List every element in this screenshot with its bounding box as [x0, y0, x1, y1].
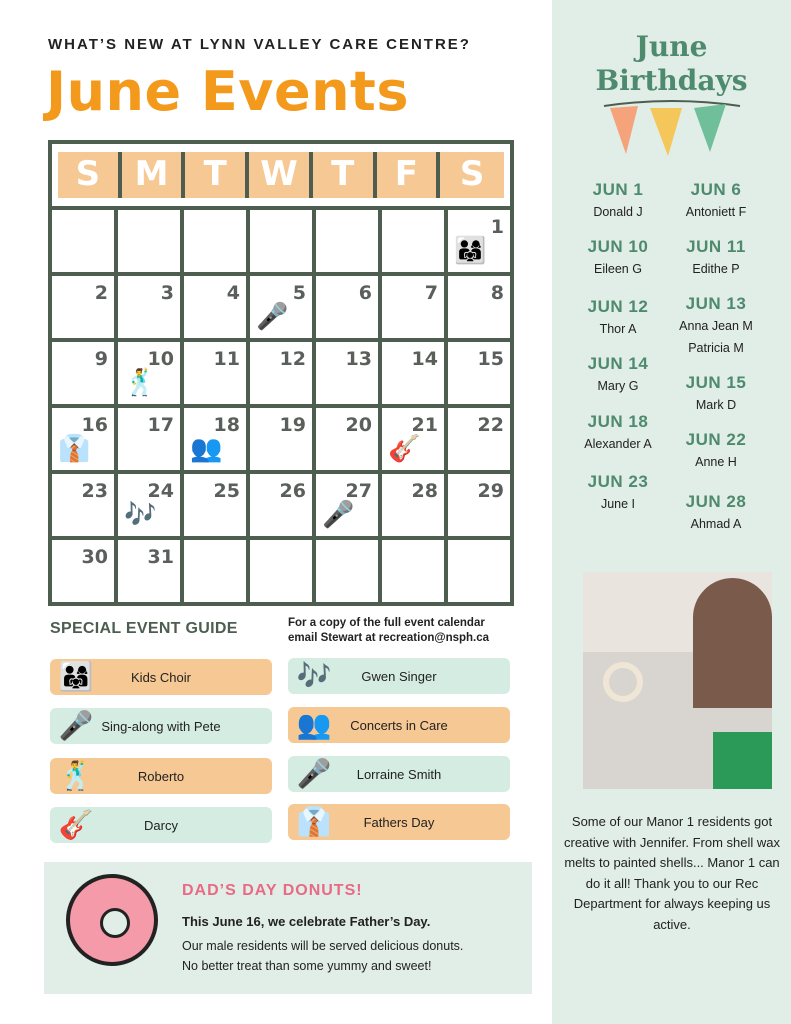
birthday-date: JUN 11: [686, 237, 746, 256]
day-number: 24: [147, 480, 174, 502]
day-number: 12: [279, 348, 306, 370]
day-number: 19: [279, 414, 306, 436]
calendar-day-cell: [448, 540, 510, 602]
birthdays-title-line1: June: [635, 30, 708, 63]
day-number: 23: [81, 480, 108, 502]
birthday-name: Thor A: [599, 322, 637, 336]
guide-item-label: Sing-along with Pete: [101, 718, 221, 734]
guide-item-label: Gwen Singer: [361, 668, 437, 684]
calendar-day-cell: [382, 210, 444, 272]
page-title: June Events: [46, 60, 410, 123]
day-number: 5: [292, 282, 306, 304]
calendar-day-cell: [184, 540, 246, 602]
calendar-day-cell: [52, 276, 114, 338]
calendar-day-cell: [184, 342, 246, 404]
calendar-day-cell: [184, 210, 246, 272]
day-number: 3: [160, 282, 174, 304]
weekday-label: M: [122, 152, 186, 198]
singer-icon: 🕺: [124, 367, 157, 397]
calendar-day-cell: [118, 408, 180, 470]
birthday-name: Donald J: [593, 205, 643, 219]
calendar-day-cell: [250, 540, 312, 602]
calendar-day-cell: [52, 408, 114, 470]
birthday-entry: [568, 354, 668, 396]
fathers-day-icon: 👔: [58, 433, 91, 463]
donuts-description: [182, 936, 522, 976]
calendar-day-cell: [250, 342, 312, 404]
guitarist-icon: 🎸: [388, 433, 421, 463]
calendar-day-cell: [250, 276, 312, 338]
birthday-date: JUN 13: [685, 294, 747, 313]
birthday-date: JUN 23: [587, 472, 649, 491]
day-number: 18: [213, 414, 240, 436]
donut-icon: [66, 874, 158, 966]
calendar-day-cell: [382, 540, 444, 602]
day-number: 13: [345, 348, 372, 370]
birthday-name: Alexander A: [584, 437, 652, 451]
birthday-name: Eileen G: [594, 262, 642, 276]
calendar-day-cell: [382, 408, 444, 470]
event-calendar: [48, 140, 514, 606]
calendar-day-cell: [316, 474, 378, 536]
page-subtitle: WHAT’S NEW AT LYNN VALLEY CARE CENTRE?: [48, 36, 471, 53]
calendar-day-cell: [118, 474, 180, 536]
birthday-name: Anne H: [695, 455, 737, 469]
fathers-day-icon: 👔: [296, 805, 332, 837]
day-number: 2: [94, 282, 108, 304]
calendar-day-cell: [118, 342, 180, 404]
calendar-day-cell: [316, 408, 378, 470]
calendar-day-cell: [184, 408, 246, 470]
calendar-copy-note: [288, 616, 489, 646]
birthday-date: JUN 6: [690, 180, 742, 199]
guide-item-concerts-in-care: [288, 707, 510, 743]
day-number: 16: [81, 414, 108, 436]
day-number: 14: [411, 348, 438, 370]
copy-note-line2: email Stewart at recreation@nsph.ca: [288, 632, 490, 644]
birthday-entry: [568, 412, 668, 454]
day-number: 7: [424, 282, 438, 304]
calendar-day-cell: [52, 342, 114, 404]
day-number: 17: [147, 414, 174, 436]
birthday-entry: [568, 472, 668, 514]
birthday-name: June I: [600, 497, 636, 511]
day-number: 22: [477, 414, 504, 436]
bunting-icon: [602, 100, 742, 160]
birthday-entry: [666, 294, 766, 358]
day-number: 10: [147, 348, 174, 370]
concert-icon: 👥: [190, 433, 223, 463]
birthday-entry: [666, 373, 766, 415]
birthday-name: Mark D: [695, 398, 737, 412]
calendar-day-cell: [184, 474, 246, 536]
guide-item-label: Kids Choir: [131, 669, 191, 685]
day-number: 1: [490, 216, 504, 238]
calendar-day-cell: [316, 210, 378, 272]
calendar-day-cell: [382, 342, 444, 404]
guide-item-fathers-day: [288, 804, 510, 840]
guide-item-label: Roberto: [137, 768, 185, 784]
calendar-day-cell: [448, 474, 510, 536]
day-number: 8: [490, 282, 504, 304]
microphone-icon: 🎤: [322, 499, 355, 529]
calendar-day-cell: [448, 408, 510, 470]
day-number: 25: [213, 480, 240, 502]
birthday-date: JUN 14: [587, 354, 649, 373]
birthday-entry: [666, 237, 766, 279]
birthdays-title-line2: Birthdays: [595, 64, 748, 97]
concert-icon: 👥: [296, 708, 332, 740]
birthday-date: JUN 28: [685, 492, 747, 511]
guide-item-roberto: [50, 758, 272, 794]
guide-item-label: Lorraine Smith: [356, 766, 442, 782]
calendar-day-cell: [118, 540, 180, 602]
day-number: 9: [94, 348, 108, 370]
birthday-date: JUN 18: [587, 412, 649, 431]
guide-item-label: Fathers Day: [363, 814, 435, 830]
birthday-date: JUN 1: [592, 180, 644, 199]
birthday-entry: [666, 180, 766, 222]
singer-icon: 🕺: [58, 759, 94, 791]
weekday-label: S: [440, 152, 504, 198]
day-number: 28: [411, 480, 438, 502]
donuts-title: DAD’S DAY DONUTS!: [182, 882, 363, 899]
birthday-date: JUN 22: [685, 430, 747, 449]
choir-icon: 👨‍👩‍👧: [58, 660, 94, 692]
microphone-icon: 🎤: [58, 709, 94, 741]
birthday-name: Edithe P: [692, 262, 740, 276]
copy-note-line1: For a copy of the full event calendar: [288, 617, 485, 629]
day-number: 30: [81, 546, 108, 568]
music-notes-icon: 🎶: [124, 499, 157, 529]
calendar-day-cell: [52, 474, 114, 536]
calendar-day-cell: [382, 276, 444, 338]
event-guide-title: SPECIAL EVENT GUIDE: [50, 620, 238, 637]
calendar-day-cell: [316, 276, 378, 338]
day-number: 27: [345, 480, 372, 502]
birthday-name: Antoniett F: [685, 205, 747, 219]
birthday-entry: [568, 297, 668, 339]
microphone-icon: 🎤: [256, 301, 289, 331]
day-number: 15: [477, 348, 504, 370]
microphone-icon: 🎤: [296, 757, 332, 789]
dads-day-donuts-box: [44, 862, 532, 994]
birthday-date: JUN 15: [685, 373, 747, 392]
guide-item-label: Concerts in Care: [350, 717, 448, 733]
calendar-day-cell: [448, 342, 510, 404]
birthday-entry: [568, 237, 668, 279]
weekday-label: F: [377, 152, 441, 198]
calendar-day-cell: [448, 276, 510, 338]
calendar-day-cell: [118, 210, 180, 272]
donuts-line1: This June 16, we celebrate Father’s Day.: [182, 914, 431, 929]
music-notes-icon: 🎶: [296, 659, 332, 691]
guitarist-icon: 🎸: [58, 808, 94, 840]
birthday-name: Mary G: [597, 379, 639, 393]
day-number: 29: [477, 480, 504, 502]
weekday-label: W: [249, 152, 313, 198]
day-number: 26: [279, 480, 306, 502]
calendar-day-cell: [448, 210, 510, 272]
calendar-day-cell: [250, 408, 312, 470]
birthday-entry: [666, 430, 766, 472]
birthday-date: JUN 12: [587, 297, 649, 316]
donuts-line2: Our male residents will be served delicious donuts.: [182, 939, 464, 953]
guide-item-lorraine-smith: [288, 756, 510, 792]
calendar-day-cell: [316, 342, 378, 404]
calendar-day-cell: [250, 474, 312, 536]
day-number: 31: [147, 546, 174, 568]
birthday-entry: [568, 180, 668, 222]
choir-icon: 👨‍👩‍👧: [454, 235, 487, 265]
birthday-name: Patricia M: [688, 341, 744, 355]
calendar-day-cell: [316, 540, 378, 602]
guide-item-darcy: [50, 807, 272, 843]
guide-item-sing-along: [50, 708, 272, 744]
guide-item-kids-choir: [50, 659, 272, 695]
calendar-day-cell: [250, 210, 312, 272]
day-number: 6: [358, 282, 372, 304]
day-number: 20: [345, 414, 372, 436]
calendar-day-cell: [382, 474, 444, 536]
calendar-day-cell: [184, 276, 246, 338]
day-number: 21: [411, 414, 438, 436]
weekday-label: T: [185, 152, 249, 198]
donuts-line3: No better treat than some yummy and sweet!: [182, 959, 432, 973]
calendar-day-cell: [118, 276, 180, 338]
day-number: 4: [226, 282, 240, 304]
guide-item-gwen-singer: [288, 658, 510, 694]
calendar-day-cell: [52, 210, 114, 272]
birthday-name: Ahmad A: [690, 517, 742, 531]
birthday-entry: [666, 492, 766, 534]
day-number: 11: [213, 348, 240, 370]
residents-craft-photo: [583, 572, 772, 789]
birthday-name: Anna Jean M: [679, 319, 753, 333]
weekday-label: S: [58, 152, 122, 198]
weekday-header: [52, 144, 510, 206]
birthdays-title: [552, 30, 791, 98]
guide-item-label: Darcy: [144, 817, 178, 833]
birthday-date: JUN 10: [587, 237, 649, 256]
photo-caption: Some of our Manor 1 residents got creative with Jennifer. From shell wax melts to painted shells... Manor 1 can do it all! Thank you to our Rec Department for always keeping us active.: [563, 814, 781, 932]
calendar-day-cell: [52, 540, 114, 602]
weekday-label: T: [313, 152, 377, 198]
